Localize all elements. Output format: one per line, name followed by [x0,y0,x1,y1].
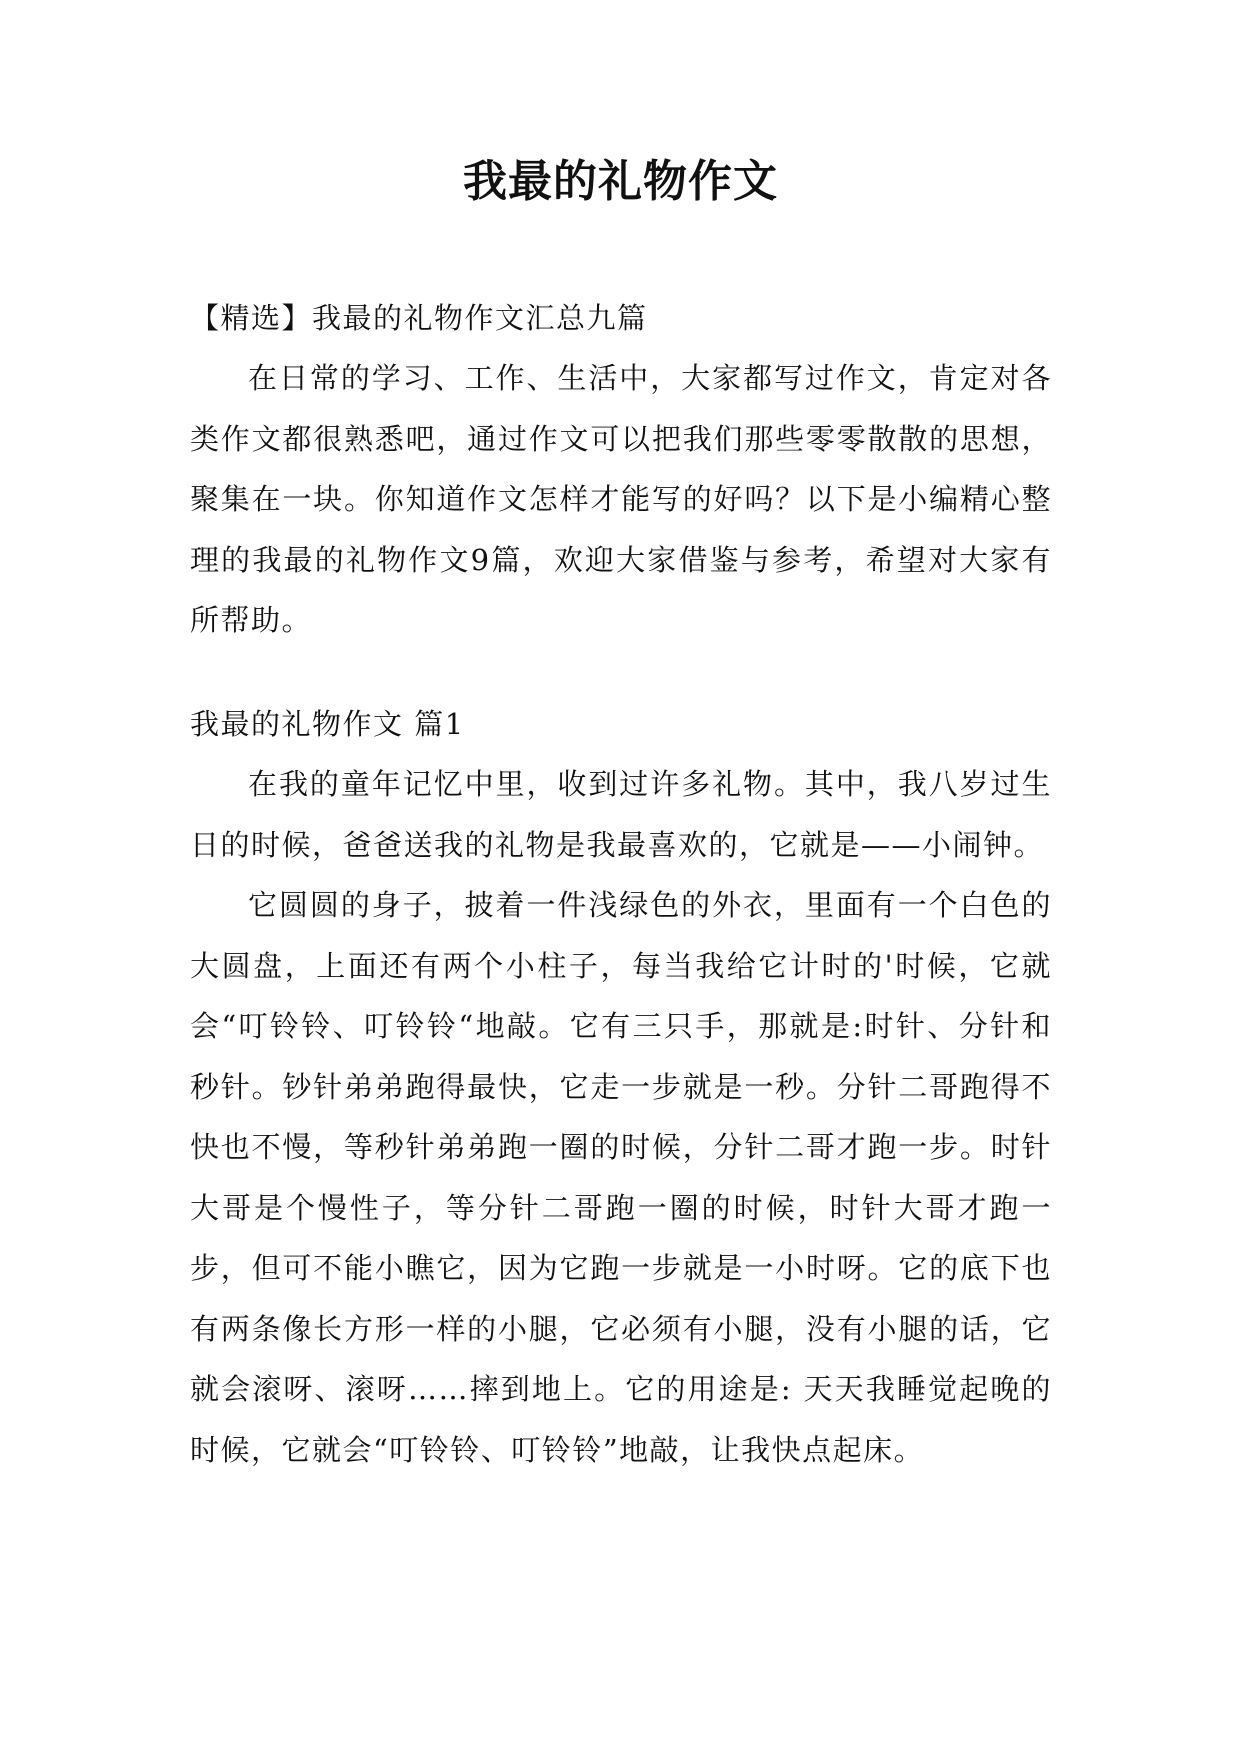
section-paragraph-2: 它圆圆的身子，披着一件浅绿色的外衣，里面有一个白色的大圆盘，上面还有两个小柱子，每当我给它计时的'时候，它就会“叮铃铃、叮铃铃“地敲。它有三只手，那就是:时针、分针和秒针。钞针弟弟跑得最快，它走一步就是一秒。分针二哥跑得不快也不慢，等秒针弟弟跑一圈的时候，分针二哥才跑一步。时针大哥是个慢性子，等分针二哥跑一圈的时候，时针大哥才跑一步，但可不能小瞧它，因为它跑一步就是一小时呀。它的底下也有两条像长方形一样的小腿，它必须有小腿，没有小腿的话，它就会滚呀、滚呀……摔到地上。它的用途是: 天天我睡觉起晚的时候，它就会“叮铃铃、叮铃铃”地敲，让我快点起床。 [190,888,1052,1467]
section-paragraph-1: 在我的童年记忆中里，收到过许多礼物。其中，我八岁过生日的时候，爸爸送我的礼物是我最喜欢的，它就是——小闹钟。 [190,767,1052,862]
document-subtitle: 【精选】我最的礼物作文汇总九篇 [190,301,648,335]
intro-block [190,348,1052,651]
document-title: 我最的礼物作文 [463,156,778,207]
section-body [190,754,1052,1480]
section-heading: 我最的礼物作文 篇1 [190,707,465,741]
intro-paragraph: 在日常的学习、工作、生活中，大家都写过作文，肯定对各类作文都很熟悉吧，通过作文可以把我们那些零零散散的思想，聚集在一块。你知道作文怎样才能写的好吗？以下是小编精心整理的我最的礼物作文9篇，欢迎大家借鉴与参考，希望对大家有所帮助。 [190,361,1052,637]
